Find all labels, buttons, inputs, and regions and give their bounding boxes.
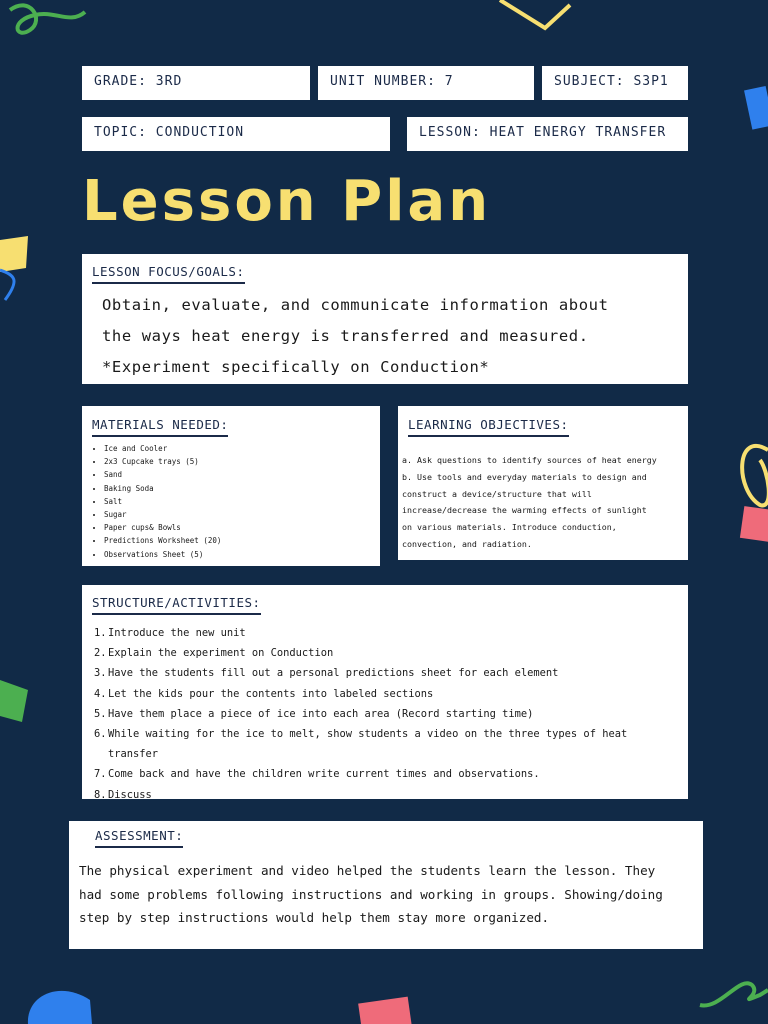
materials-list <box>90 442 221 561</box>
activities-heading: STRUCTURE/ACTIVITIES: <box>92 595 261 615</box>
list-item: transfer <box>108 748 159 761</box>
yellow-shape-left <box>0 236 28 272</box>
list-item: 1.Introduce the new unit <box>94 627 246 639</box>
materials-panel <box>82 406 380 566</box>
assessment-line: step by step instructions would help them stay more organized. <box>79 910 550 925</box>
activities-panel <box>82 585 688 799</box>
pink-shape-right <box>740 506 768 542</box>
assessment-heading: ASSESSMENT: <box>95 828 183 848</box>
focus-line: the ways heat energy is transferred and measured. <box>102 327 589 345</box>
assessment-panel <box>69 821 703 949</box>
subject-label: SUBJECT: S3P1 <box>554 74 669 89</box>
list-item: 2.Explain the experiment on Conduction <box>94 647 334 660</box>
objectives-heading: LEARNING OBJECTIVES: <box>408 417 569 437</box>
list-item: 4.Let the kids pour the contents into labeled sections <box>94 687 434 700</box>
blue-shape-right <box>744 86 768 130</box>
materials-heading: MATERIALS NEEDED: <box>92 417 228 437</box>
unit-number-label: UNIT NUMBER: 7 <box>330 74 454 89</box>
objectives-panel <box>398 406 688 560</box>
activities-list <box>94 623 627 805</box>
objective-line: increase/decrease the warming effects of sunlight <box>402 505 647 516</box>
topic-label: TOPIC: CONDUCTION <box>94 125 245 140</box>
focus-line: Obtain, evaluate, and communicate information about <box>102 296 609 314</box>
green-squiggle-topleft <box>10 5 85 32</box>
list-item: • 2x3 Cupcake trays (5) <box>104 455 221 468</box>
list-item: • Predictions Worksheet (20) <box>104 534 221 547</box>
pink-shape-bottom <box>358 997 412 1024</box>
objective-line: on various materials. Introduce conduction, <box>402 522 617 533</box>
list-item: 3.Have the students fill out a personal predictions sheet for each element <box>94 667 559 680</box>
objectives-text <box>402 452 684 553</box>
assessment-line: The physical experiment and video helped the students learn the lesson. They <box>79 863 656 878</box>
list-item: • Sand <box>104 468 221 481</box>
list-item: • Ice and Cooler <box>104 442 221 455</box>
subject-field <box>542 66 688 100</box>
focus-heading: LESSON FOCUS/GOALS: <box>92 264 245 284</box>
list-item: • Sugar <box>104 508 221 521</box>
objective-line: a. Ask questions to identify sources of heat energy <box>402 455 657 465</box>
focus-text <box>102 290 668 383</box>
list-item: • Paper cups& Bowls <box>104 521 221 534</box>
lesson-field <box>407 117 688 151</box>
assessment-line: had some problems following instructions and working in groups. Showing/doing <box>79 886 663 902</box>
list-item: 6.While waiting for the ice to melt, show students a video on the three types of heat <box>94 728 628 741</box>
green-squiggle-bottomright <box>700 983 768 1005</box>
list-item: 5.Have them place a piece of ice into each area (Record starting time) <box>94 707 534 720</box>
yellow-outline-topcenter <box>500 0 570 28</box>
blue-outline-left <box>0 270 14 300</box>
objective-line: construct a device/structure that will <box>402 488 592 499</box>
focus-line: *Experiment specifically on Conduction* <box>102 358 490 376</box>
lesson-label: LESSON: HEAT ENERGY TRANSFER <box>419 125 667 140</box>
grade-label: GRADE: 3RD <box>94 74 183 89</box>
list-item: 7.Come back and have the children write current times and observations. <box>94 768 540 781</box>
blue-blob-bottomleft <box>28 991 92 1024</box>
list-item: 8.Discuss <box>94 788 152 801</box>
objective-line: b. Use tools and everyday materials to design and <box>402 471 647 482</box>
grade-field <box>82 66 310 100</box>
topic-field <box>82 117 390 151</box>
page-title: Lesson Plan <box>82 169 492 234</box>
yellow-loop-right <box>742 446 768 505</box>
objective-line: convection, and radiation. <box>402 538 532 549</box>
assessment-text <box>79 859 693 930</box>
list-item: • Baking Soda <box>104 482 221 495</box>
focus-panel <box>82 254 688 384</box>
unit-number-field <box>318 66 534 100</box>
list-item: • Salt <box>104 495 221 508</box>
green-shape-left <box>0 680 28 722</box>
list-item: • Observations Sheet (5) <box>104 548 221 561</box>
